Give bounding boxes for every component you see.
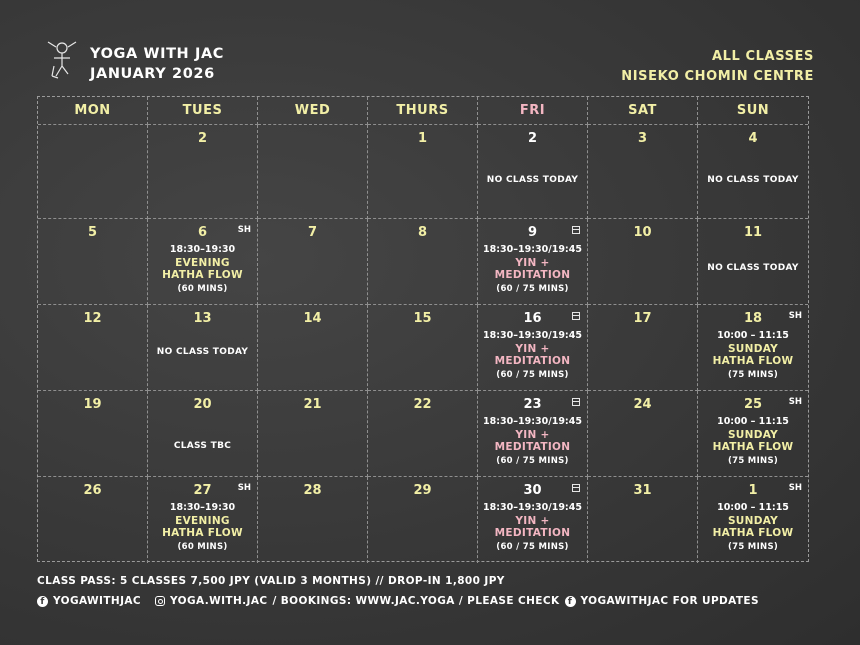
day-note: NO CLASS TODAY — [156, 347, 249, 357]
class-time: 18:30–19:30/19:45 — [483, 244, 582, 255]
day-header-wed — [258, 97, 368, 125]
day-number: 20 — [193, 397, 212, 412]
calendar-day-cell[interactable] — [368, 219, 478, 305]
class-duration: (60 MINS) — [177, 541, 228, 552]
calendar-day-cell[interactable] — [148, 125, 258, 219]
calendar-icon — [572, 398, 580, 406]
class-duration: (60 / 75 MINS) — [496, 541, 569, 552]
day-number: 1 — [748, 483, 758, 498]
day-number: 17 — [633, 311, 652, 326]
class-block — [698, 416, 808, 467]
bookings-text: / BOOKINGS: WWW.JAC.YOGA / PLEASE CHECK — [272, 595, 560, 607]
location-badge: SH — [788, 483, 802, 493]
day-number: 5 — [87, 225, 98, 240]
day-name: WED — [294, 103, 331, 118]
class-name-line1: SUNDAY — [727, 514, 779, 527]
yoga-figure-logo-icon — [44, 38, 80, 82]
calendar-day-cell[interactable] — [148, 477, 258, 563]
class-time: 18:30–19:30 — [169, 244, 236, 255]
location-badge: SH — [237, 483, 251, 493]
class-duration: (75 MINS) — [727, 541, 779, 552]
day-number: 9 — [527, 225, 538, 240]
class-name-line2: HATHA FLOW — [162, 527, 243, 539]
header-left — [44, 38, 224, 84]
class-block — [148, 244, 257, 295]
calendar-day-cell[interactable] — [368, 477, 478, 563]
calendar-icon — [572, 312, 580, 320]
location-badge: SH — [788, 311, 802, 321]
class-duration: (75 MINS) — [727, 369, 779, 380]
class-name-line2: MEDITATION — [494, 269, 571, 281]
day-note: CLASS TBC — [173, 441, 232, 451]
day-header-mon — [38, 97, 148, 125]
day-number: 14 — [303, 311, 322, 326]
day-number: 3 — [637, 131, 648, 146]
class-time: 10:00 – 11:15 — [717, 330, 789, 341]
day-number: 21 — [303, 397, 322, 412]
class-time: 10:00 – 11:15 — [717, 416, 789, 427]
calendar-day-cell[interactable] — [588, 125, 698, 219]
day-name: SUN — [736, 103, 770, 118]
day-number: 26 — [83, 483, 102, 498]
day-number: 2 — [197, 131, 208, 146]
pricing-footer: CLASS PASS: 5 CLASSES 7,500 JPY (VALID 3 MONTHS) // DROP-IN 1,800 JPY — [37, 575, 505, 587]
calendar-day-cell[interactable] — [588, 391, 698, 477]
day-number: 11 — [743, 225, 763, 240]
class-name-line2: HATHA FLOW — [712, 355, 794, 367]
class-name-line1: EVENING — [175, 256, 230, 269]
venue-label: NISEKO CHOMIN CENTRE — [621, 69, 814, 84]
day-note: NO CLASS TODAY — [707, 263, 799, 273]
class-block — [698, 502, 808, 553]
class-block — [148, 502, 257, 553]
day-note: NO CLASS TODAY — [707, 175, 799, 185]
day-number: 2 — [527, 131, 538, 146]
calendar-day-cell[interactable] — [588, 305, 698, 391]
calendar-day-cell[interactable] — [258, 305, 368, 391]
class-block — [478, 244, 587, 295]
class-block — [698, 330, 808, 381]
day-number: 15 — [413, 311, 432, 326]
class-time: 18:30–19:30/19:45 — [483, 330, 582, 341]
calendar-day-cell[interactable] — [478, 219, 588, 305]
calendar-day-cell[interactable] — [698, 477, 808, 563]
calendar-day-cell[interactable] — [478, 125, 588, 219]
day-number: 28 — [303, 483, 322, 498]
calendar-icon — [572, 484, 580, 492]
day-header-sat — [588, 97, 698, 125]
day-header-sun — [698, 97, 808, 125]
calendar-day-cell[interactable] — [148, 219, 258, 305]
class-name-line2: HATHA FLOW — [712, 441, 794, 453]
class-duration: (60 MINS) — [177, 283, 228, 294]
calendar-day-cell[interactable] — [478, 391, 588, 477]
class-name-line2: HATHA FLOW — [712, 527, 794, 539]
day-number: 27 — [193, 483, 212, 498]
calendar-icon — [572, 226, 580, 234]
calendar-day-cell[interactable] — [38, 305, 148, 391]
class-name-line1: YIN + — [515, 342, 550, 355]
day-number: 1 — [417, 131, 428, 146]
day-name: SAT — [628, 103, 657, 118]
class-name-line2: MEDITATION — [494, 527, 571, 539]
class-time: 18:30–19:30/19:45 — [483, 502, 582, 513]
calendar-day-cell[interactable] — [588, 219, 698, 305]
class-block — [478, 502, 587, 553]
class-name-line1: SUNDAY — [727, 342, 779, 355]
calendar-day-cell[interactable] — [478, 477, 588, 563]
location-badge: SH — [788, 397, 802, 407]
day-number: 19 — [83, 397, 102, 412]
day-number: 25 — [743, 397, 763, 412]
class-name-line1: YIN + — [515, 514, 550, 527]
calendar-day-cell[interactable] — [258, 391, 368, 477]
day-name: MON — [74, 103, 111, 118]
facebook-icon: f — [37, 596, 48, 607]
day-number: 10 — [633, 225, 652, 240]
class-name-line2: HATHA FLOW — [162, 269, 243, 281]
calendar-day-cell[interactable] — [698, 125, 808, 219]
header-right — [621, 47, 814, 87]
day-name: TUES — [182, 103, 223, 118]
calendar-day-cell[interactable] — [368, 391, 478, 477]
class-duration: (75 MINS) — [727, 455, 779, 466]
calendar-day-cell[interactable] — [588, 477, 698, 563]
class-duration: (60 / 75 MINS) — [496, 283, 569, 294]
day-note: NO CLASS TODAY — [486, 175, 579, 185]
class-name-line1: EVENING — [175, 514, 230, 527]
class-name-line1: SUNDAY — [727, 428, 779, 441]
day-number: 7 — [307, 225, 318, 240]
calendar-day-cell[interactable] — [698, 305, 808, 391]
day-number: 6 — [197, 225, 208, 240]
day-header-thurs — [368, 97, 478, 125]
calendar-day-cell[interactable] — [368, 125, 478, 219]
facebook-handle[interactable]: YOGAWITHJAC — [53, 595, 142, 607]
calendar-day-cell[interactable] — [148, 391, 258, 477]
calendar-day-cell[interactable] — [38, 125, 148, 219]
class-duration: (60 / 75 MINS) — [496, 369, 569, 380]
calendar-day-cell[interactable] — [698, 219, 808, 305]
calendar-day-cell[interactable] — [38, 219, 148, 305]
calendar-day-cell[interactable] — [698, 391, 808, 477]
day-number: 29 — [413, 483, 432, 498]
month-title: JANUARY 2026 — [90, 66, 215, 82]
day-number: 30 — [523, 483, 542, 498]
class-block — [478, 330, 587, 381]
day-number: 8 — [417, 225, 428, 240]
day-number: 18 — [743, 311, 763, 326]
day-number: 16 — [523, 311, 542, 326]
day-number: 24 — [633, 397, 652, 412]
classes-label: ALL CLASSES — [711, 49, 814, 64]
class-name-line1: YIN + — [515, 428, 550, 441]
day-number: 4 — [748, 131, 758, 146]
day-number: 12 — [83, 311, 102, 326]
class-name-line1: YIN + — [515, 256, 550, 269]
calendar-day-cell[interactable] — [258, 125, 368, 219]
day-number: 22 — [413, 397, 432, 412]
instagram-icon — [155, 596, 165, 606]
calendar-day-cell[interactable] — [148, 305, 258, 391]
calendar-day-cell[interactable] — [368, 305, 478, 391]
class-time: 18:30–19:30/19:45 — [483, 416, 582, 427]
calendar-day-cell[interactable] — [38, 477, 148, 563]
day-header-tues — [148, 97, 258, 125]
day-number: 31 — [633, 483, 652, 498]
app-title: YOGA WITH JAC — [90, 46, 225, 62]
calendar-day-cell[interactable] — [258, 477, 368, 563]
class-time: 10:00 – 11:15 — [717, 502, 789, 513]
class-name-line2: MEDITATION — [494, 355, 571, 367]
calendar-day-cell[interactable] — [258, 219, 368, 305]
instagram-handle[interactable]: YOGA.WITH.JAC — [170, 595, 268, 607]
day-name: THURS — [396, 103, 449, 118]
day-name: FRI — [519, 103, 546, 118]
day-number: 23 — [523, 397, 542, 412]
social-footer — [37, 595, 759, 607]
class-duration: (60 / 75 MINS) — [496, 455, 569, 466]
class-time: 18:30–19:30 — [169, 502, 236, 513]
day-number: 13 — [193, 311, 212, 326]
class-name-line2: MEDITATION — [494, 441, 571, 453]
calendar-day-cell[interactable] — [38, 391, 148, 477]
calendar-day-cell[interactable] — [478, 305, 588, 391]
facebook-icon: f — [565, 596, 576, 607]
day-header-fri — [478, 97, 588, 125]
calendar-grid — [37, 96, 809, 562]
class-block — [478, 416, 587, 467]
facebook-updates[interactable]: YOGAWITHJAC FOR UPDATES — [580, 595, 759, 607]
location-badge: SH — [237, 225, 251, 235]
